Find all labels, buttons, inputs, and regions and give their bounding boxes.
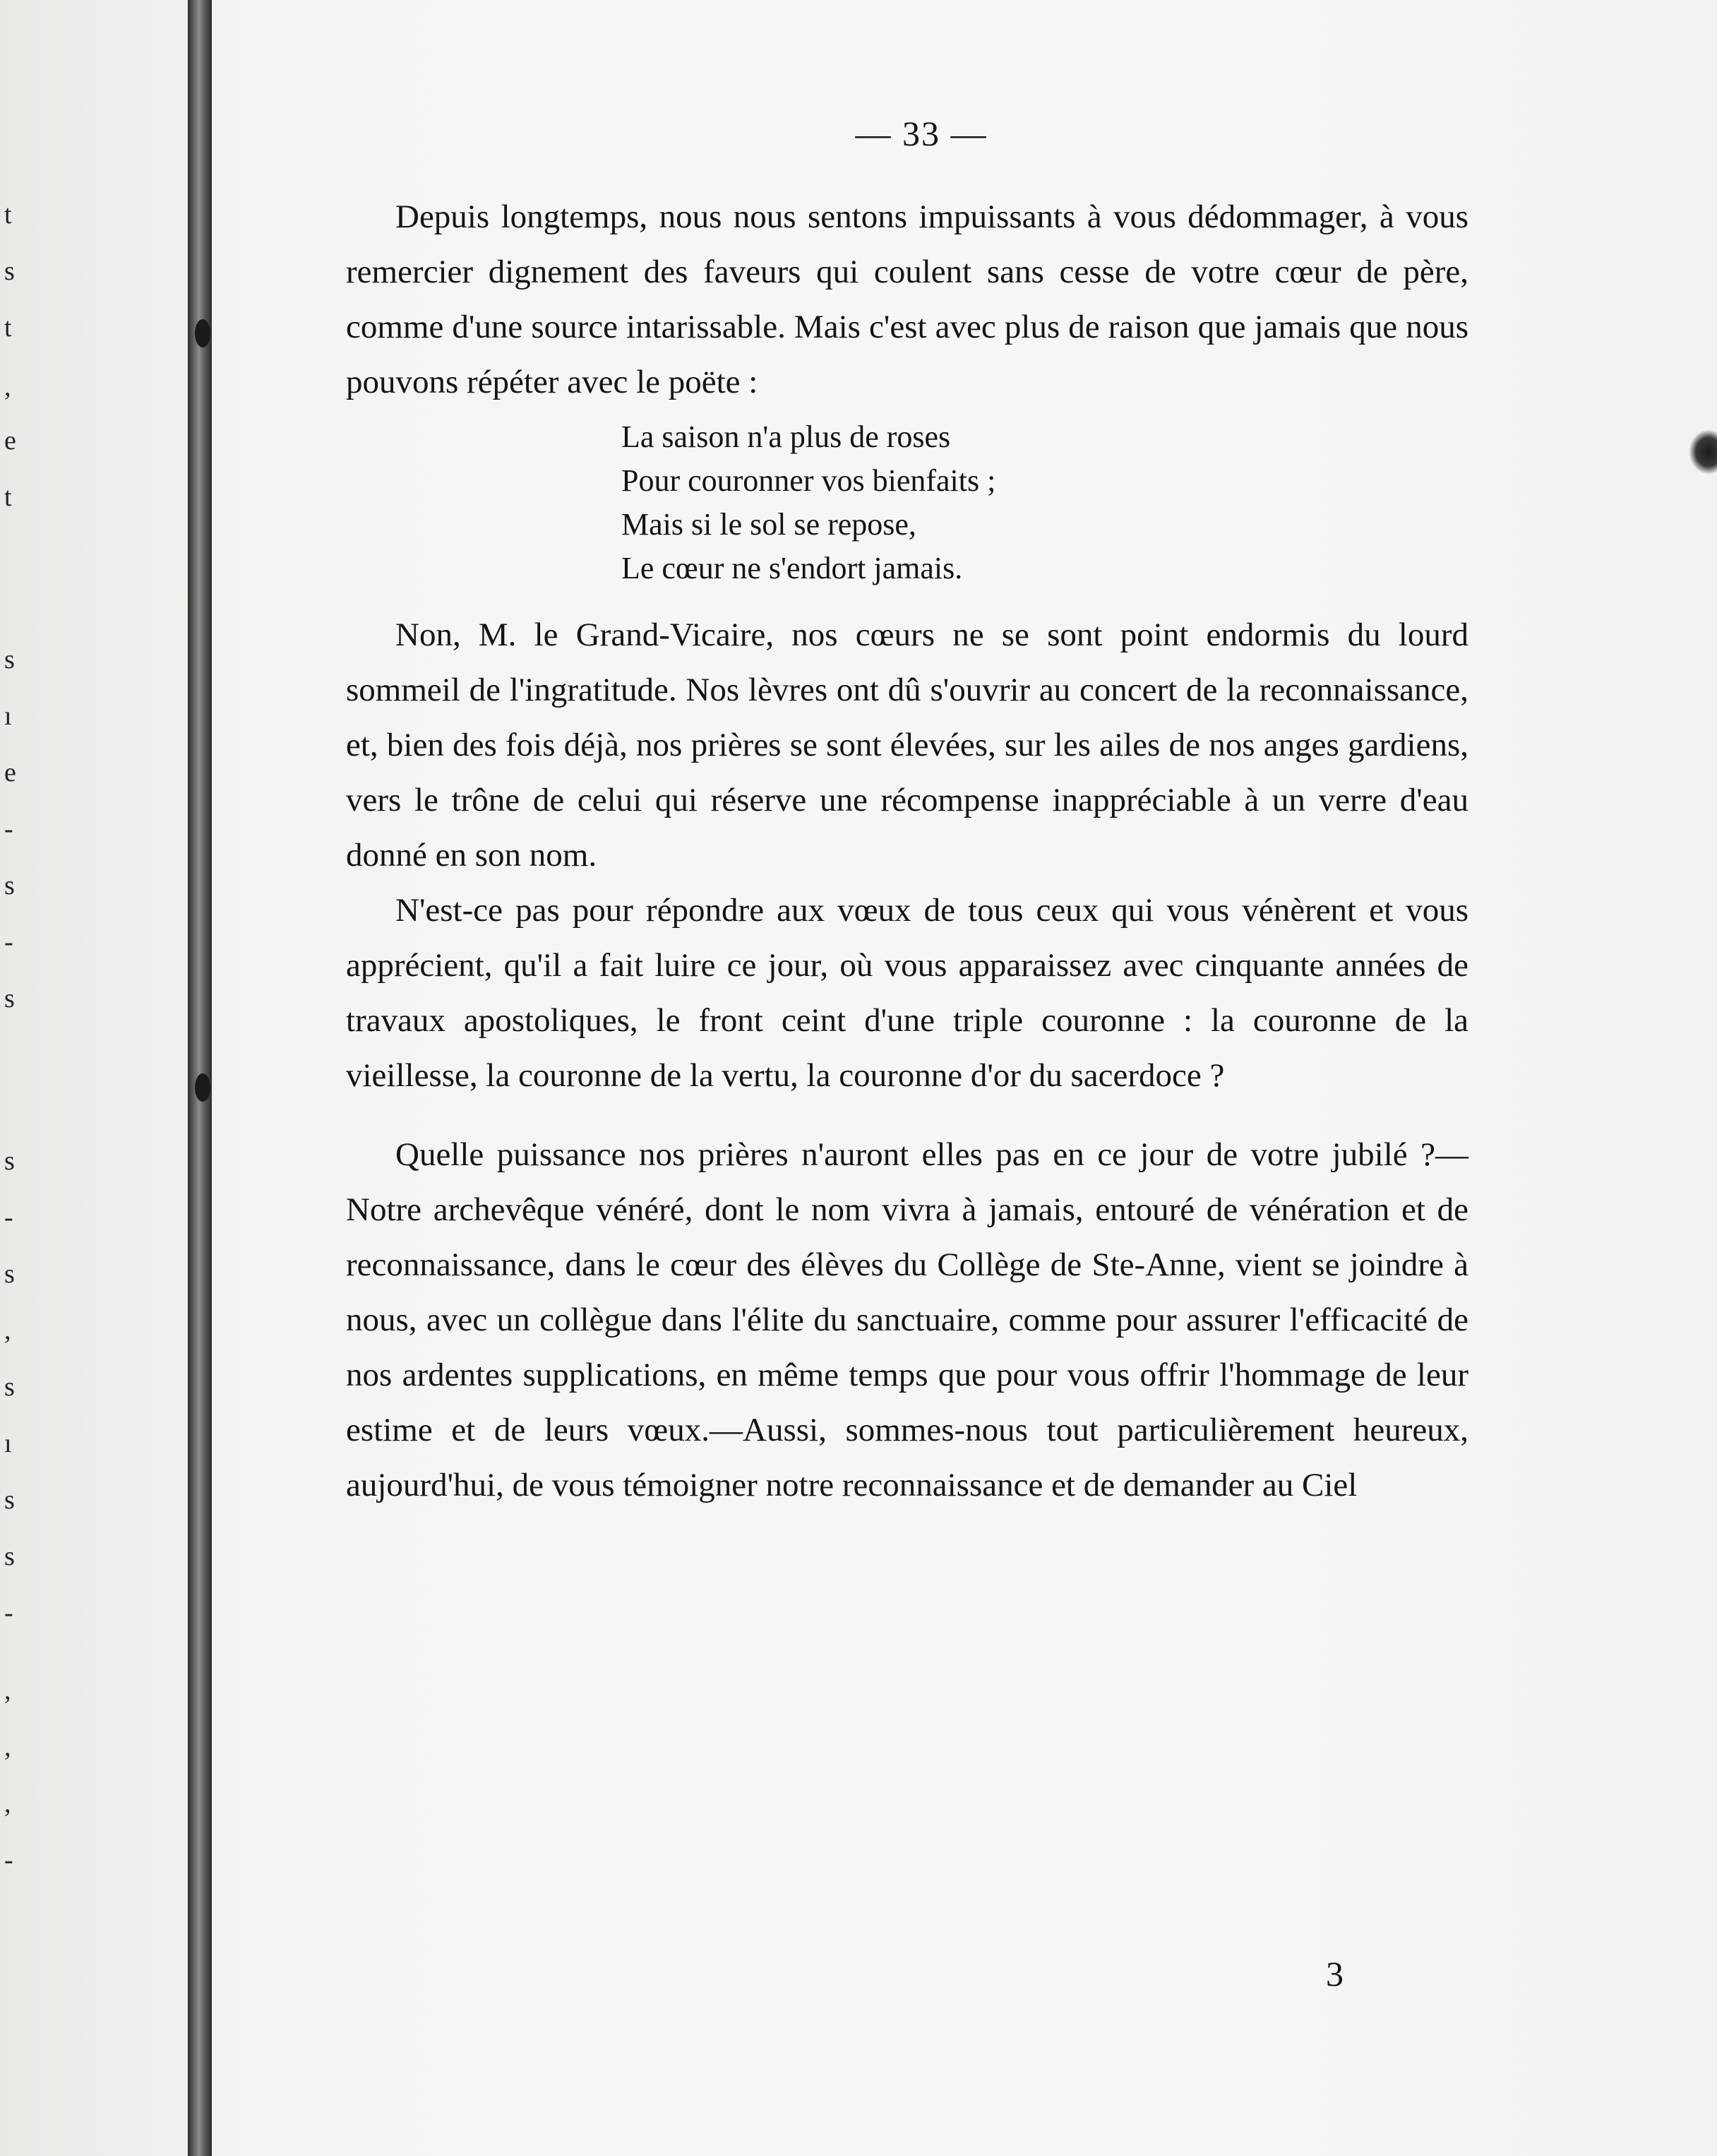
- facing-fragment: -: [4, 1598, 13, 1628]
- facing-fragment: t: [4, 313, 12, 343]
- edge-smudge: [1689, 429, 1717, 475]
- facing-page-fragments: [0, 0, 28, 2156]
- facing-fragment: t: [4, 482, 12, 512]
- facing-fragment: s: [4, 1146, 15, 1176]
- facing-fragment: ı: [4, 1429, 12, 1458]
- paragraph: N'est-ce pas pour répondre aux vœux de tous ceux qui vous vénèrent et vous apprécient, qu'il a fait luire ce jour, où vous apparaissez avec cinquante années de travaux apostoliques, le front ceint d'une triple couronne : la couronne de la vieillesse, la couronne de la vertu, la couronne d'or du sacerdoce ?: [346, 892, 1468, 1094]
- signature-mark: 3: [1326, 1954, 1344, 1994]
- facing-fragment: t: [4, 200, 12, 230]
- paragraph: Quelle puissance nos prières n'auront elles pas en ce jour de votre jubilé ?—Notre archevêque vénéré, dont le nom vivra à jamais, entouré de vénération et de reconnaissance, dans le cœur des élèves du Collège de Ste-Anne, vient se joindre à nous, avec un collègue dans l'élite du sanctuaire, comme pour assurer l'efficacité de nos ardentes supplications, en même temps que pour vous offrir l'hommage de leur estime et de leurs vœux.—Aussi, sommes-nous tout particulièrement heureux, aujourd'hui, de vous témoigner notre reconnaissance et de demander au Ciel: [346, 1136, 1468, 1503]
- facing-fragment: s: [4, 984, 15, 1013]
- page-body: [346, 113, 1468, 1513]
- facing-fragment: s: [4, 1259, 15, 1289]
- verse-line: Mais si le sol se repose,: [621, 507, 916, 542]
- facing-fragment: e: [4, 426, 16, 455]
- verse-line: Le cœur ne s'endort jamais.: [621, 551, 963, 585]
- paragraph: Non, M. le Grand-Vicaire, nos cœurs ne se sont point endormis du lourd sommeil de l'ingratitude. Nos lèvres ont dû s'ouvrir au concert de la reconnaissance, et, bien des fois déjà, nos prières se sont élevées, sur les ailes de nos anges gardiens, vers le trône de celui qui réserve une récompense inappréciable à un verre d'eau donné en son nom.: [346, 617, 1468, 874]
- facing-fragment: ,: [4, 1316, 11, 1345]
- facing-fragment: ,: [4, 1732, 11, 1762]
- facing-fragment: s: [4, 1542, 15, 1571]
- paragraph: Depuis longtemps, nous nous sentons impuissants à vous dédommager, à vous remercier dignement des faveurs qui coulent sans cesse de votre cœur de père, comme d'une source intarissable. Mais c'est avec plus de raison que jamais que nous pouvons répéter avec le poëte :: [346, 198, 1468, 400]
- book-spine: [188, 0, 212, 2156]
- facing-fragment: e: [4, 758, 16, 787]
- facing-fragment: -: [4, 1203, 13, 1232]
- facing-fragment: -: [4, 1845, 13, 1875]
- facing-fragment: ,: [4, 1676, 11, 1705]
- facing-fragment: s: [4, 256, 15, 286]
- facing-fragment: -: [4, 814, 13, 844]
- spine-notch: [195, 319, 210, 347]
- facing-fragment: s: [4, 871, 15, 900]
- facing-fragment: ,: [4, 372, 11, 402]
- verse-line: La saison n'a plus de roses: [621, 419, 951, 454]
- spine-notch: [195, 1073, 210, 1102]
- facing-fragment: ı: [4, 701, 12, 731]
- verse-quote: [621, 415, 1468, 590]
- page-number: — 33 —: [855, 114, 988, 153]
- facing-fragment: s: [4, 645, 15, 674]
- facing-fragment: -: [4, 927, 13, 957]
- verse-line: Pour couronner vos bienfaits ;: [621, 463, 996, 498]
- facing-fragment: s: [4, 1372, 15, 1402]
- facing-fragment: s: [4, 1485, 15, 1515]
- facing-fragment: ,: [4, 1789, 11, 1818]
